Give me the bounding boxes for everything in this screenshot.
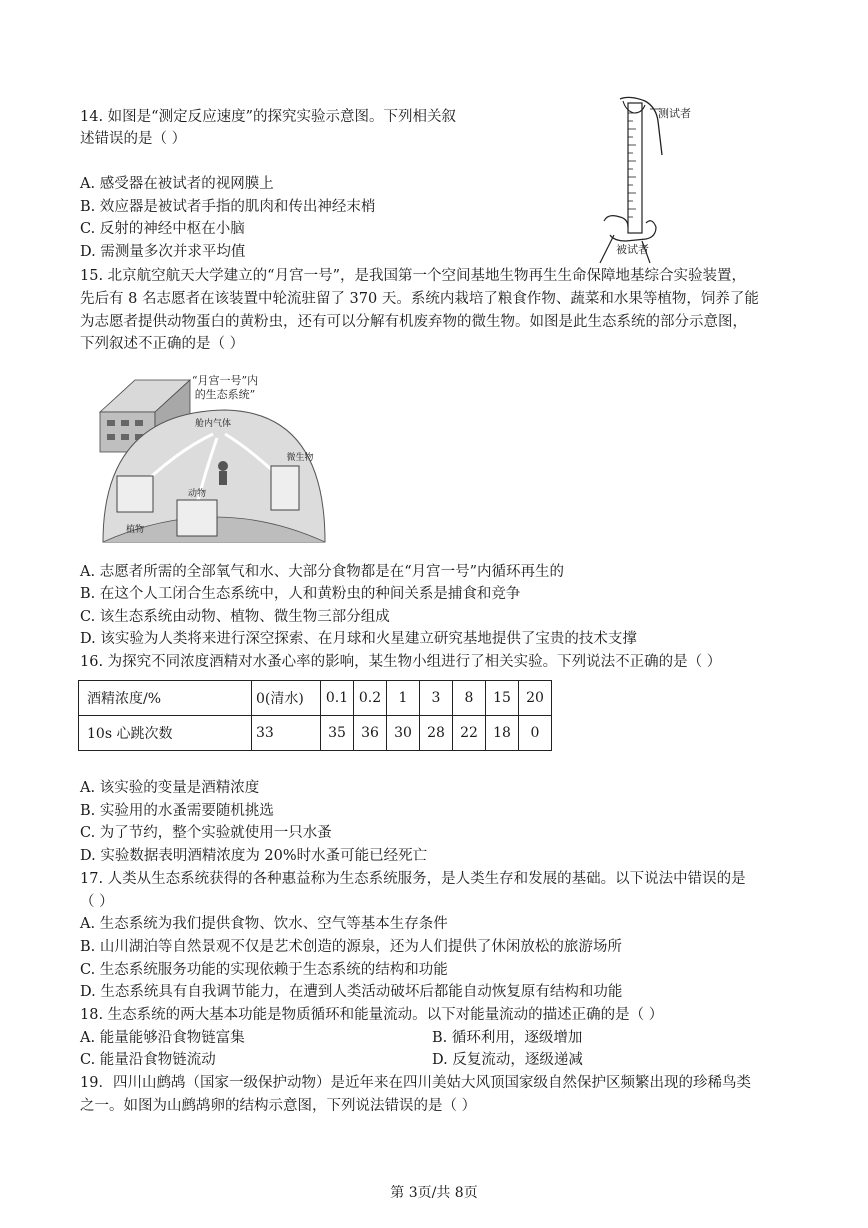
q16-option-d: D. 实验数据表明酒精浓度为 20%时水蚤可能已经死亡 bbox=[80, 848, 428, 864]
q14-option-c: C. 反射的神经中枢在小脑 bbox=[80, 221, 245, 237]
table-cell: 36 bbox=[354, 716, 387, 751]
q15-option-c: C. 该生态系统由动物、植物、微生物三部分组成 bbox=[80, 609, 390, 625]
table-header-cell: 酒精浓度/% bbox=[79, 681, 252, 716]
q17-option-b: B. 山川湖泊等自然景观不仅是艺术创造的源泉，还为人们提供了休闲放松的旅游场所 bbox=[80, 939, 622, 955]
q14-option-b: B. 效应器是被试者手指的肌肉和传出神经末梢 bbox=[80, 199, 376, 215]
q15-stem-line3: 为志愿者提供动物蛋白的黄粉虫，还有可以分解有机废弃物的微生物。如图是此生态系统的部分示意图， bbox=[80, 314, 747, 330]
table-cell: 22 bbox=[453, 716, 486, 751]
subject-label: 被试者 bbox=[616, 243, 649, 256]
table-cell: 20 bbox=[519, 681, 552, 716]
table-cell: 0.1 bbox=[321, 681, 354, 716]
table-row bbox=[79, 716, 552, 751]
figure-title-line2: 的生态系统” bbox=[194, 388, 256, 401]
table-cell: 30 bbox=[387, 716, 420, 751]
table-cell: 15 bbox=[486, 681, 519, 716]
q18-option-b: B. 循环利用，逐级增加 bbox=[432, 1030, 583, 1046]
q16-option-c: C. 为了节约，整个实验就使用一只水蚤 bbox=[80, 825, 332, 841]
q18-option-c: C. 能量沿食物链流动 bbox=[80, 1052, 216, 1068]
q15-option-b: B. 在这个人工闭合生态系统中，人和黄粉虫的种间关系是捕食和竞争 bbox=[80, 586, 521, 602]
q17-option-d: D. 生态系统具有自我调节能力，在遭到人类活动破坏后都能自动恢复原有结构和功能 bbox=[80, 984, 623, 1000]
table-cell: 0(清水) bbox=[252, 681, 321, 716]
table-cell: 1 bbox=[387, 681, 420, 716]
q14-stem-line1: 14. 如图是“测定反应速度”的探究实验示意图。下列相关叙 bbox=[80, 109, 456, 125]
q15-option-d: D. 该实验为人类将来进行深空探索、在月球和火星建立研究基地提供了宝贵的技术支撑 bbox=[80, 631, 637, 647]
table-cell: 8 bbox=[453, 681, 486, 716]
tester-label: 测试者 bbox=[658, 107, 691, 120]
q18-option-d: D. 反复流动，逐级递减 bbox=[432, 1052, 583, 1068]
microbes-label: 微生物 bbox=[286, 453, 314, 463]
table-row bbox=[79, 681, 552, 716]
q19-stem-line2: 之一。如图为山鹧鸪卵的结构示意图，下列说法错误的是（ ） bbox=[80, 1098, 477, 1114]
q15-stem-line4: 下列叙述不正确的是（ ） bbox=[80, 336, 245, 352]
q15-stem-line1: 15. 北京航空航天大学建立的“月宫一号”，是我国第一个空间基地生物再生生命保障地基综合实验装置， bbox=[80, 268, 746, 284]
q14-stem-line2: 述错误的是（ ） bbox=[80, 131, 187, 147]
page-number: 第 3页/共 8页 bbox=[390, 1185, 478, 1201]
q15-stem-line2: 先后有 8 名志愿者在该装置中轮流驻留了 370 天。系统内栽培了粮食作物、蔬菜和水果等植物，饲养了能 bbox=[80, 291, 759, 307]
lunar-palace-ecosystem-figure bbox=[95, 372, 335, 550]
reaction-ruler-figure bbox=[590, 95, 705, 265]
q17-stem-line2: （ ） bbox=[80, 894, 114, 910]
table-cell: 0.2 bbox=[354, 681, 387, 716]
q17-option-c: C. 生态系统服务功能的实现依赖于生态系统的结构和功能 bbox=[80, 962, 448, 978]
q16-option-b: B. 实验用的水蚤需要随机挑选 bbox=[80, 803, 274, 819]
q18-stem: 18. 生态系统的两大基本功能是物质循环和能量流动。以下对能量流动的描述正确的是（ ） bbox=[80, 1007, 664, 1023]
q15-option-a: A. 志愿者所需的全部氧气和水、大部分食物都是在“月宫一号”内循环再生的 bbox=[80, 564, 565, 580]
table-cell: 18 bbox=[486, 716, 519, 751]
alcohol-heartrate-table bbox=[78, 680, 552, 751]
cabin-air-label: 舱内气体 bbox=[194, 419, 232, 429]
q19-stem-line1: 19．四川山鹧鸪（国家一级保护动物）是近年来在四川美姑大风顶国家级自然保护区频繁出现的珍稀鸟类 bbox=[80, 1075, 751, 1091]
figure-title-line1: “月宫一号”内 bbox=[191, 374, 259, 387]
q14-option-d: D. 需测量多次并求平均值 bbox=[80, 244, 246, 260]
table-cell: 35 bbox=[321, 716, 354, 751]
table-cell: 0 bbox=[519, 716, 552, 751]
q18-option-a: A. 能量能够沿食物链富集 bbox=[80, 1030, 245, 1046]
q14-option-a: A. 感受器在被试者的视网膜上 bbox=[80, 176, 274, 192]
q17-stem-line1: 17. 人类从生态系统获得的各种惠益称为生态系统服务，是人类生存和发展的基础。以下说法中错误的是 bbox=[80, 871, 746, 887]
q16-stem: 16. 为探究不同浓度酒精对水蚤心率的影响，某生物小组进行了相关实验。下列说法不正确的是（ ） bbox=[80, 654, 722, 670]
table-cell: 28 bbox=[420, 716, 453, 751]
table-cell: 33 bbox=[252, 716, 321, 751]
table-header-cell: 10s 心跳次数 bbox=[79, 716, 252, 751]
q16-option-a: A. 该实验的变量是酒精浓度 bbox=[80, 780, 260, 796]
q17-option-a: A. 生态系统为我们提供食物、饮水、空气等基本生存条件 bbox=[80, 916, 448, 932]
plants-label: 植物 bbox=[125, 525, 145, 535]
table-cell: 3 bbox=[420, 681, 453, 716]
animals-label: 动物 bbox=[187, 489, 207, 499]
